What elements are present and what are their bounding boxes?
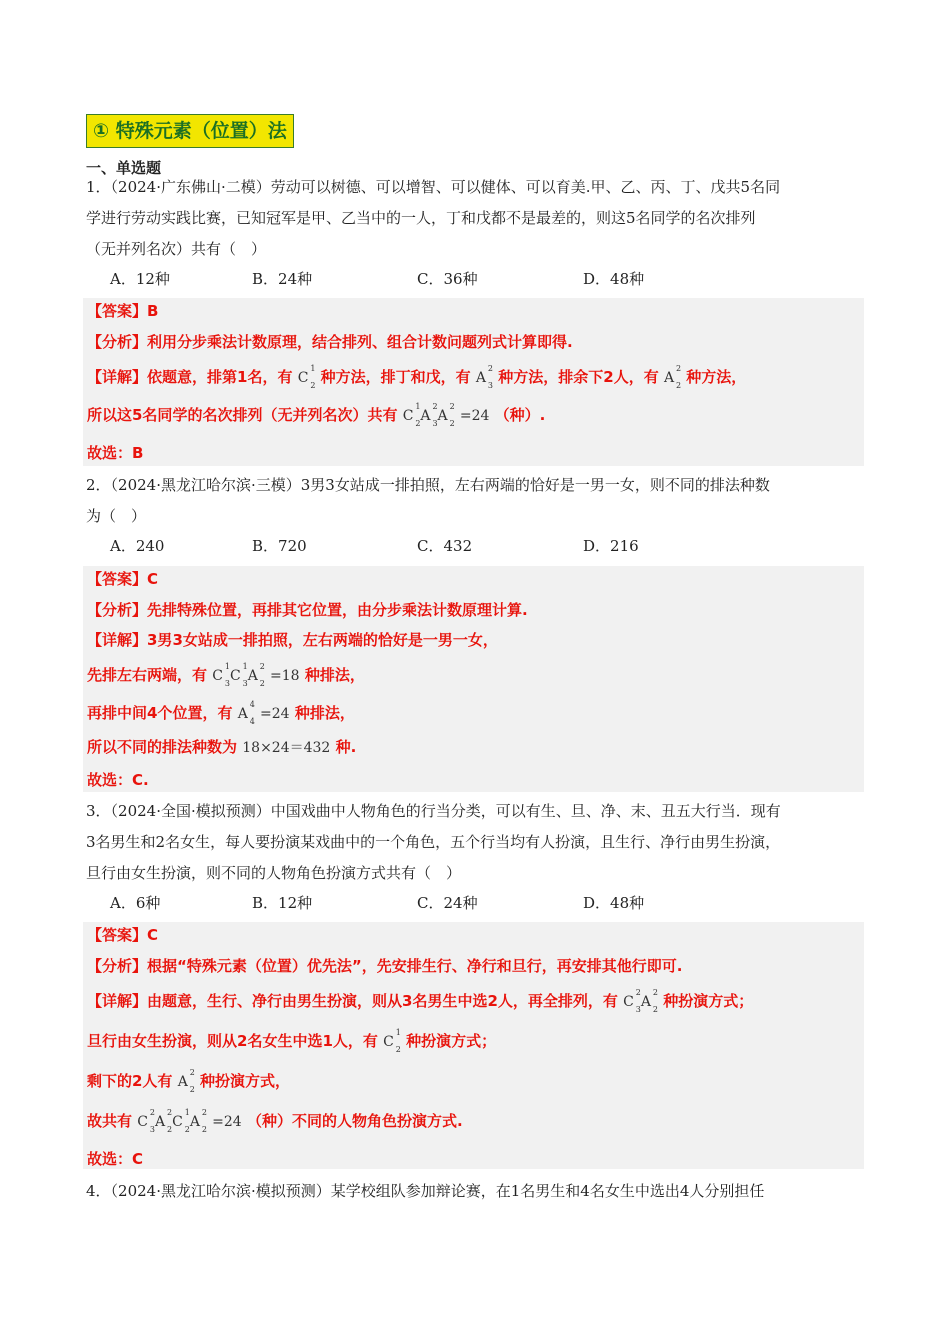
detail-text: 先排左右两端，有	[87, 666, 208, 684]
detail-text: 【详解】由题意，生行、净行由男生扮演，则从3名男生中选2人，再全排列，有	[87, 992, 618, 1010]
answer-line: 【答案】B	[87, 302, 159, 320]
analysis-line: 【分析】利用分步乘法计数原理，结合排列、组合计数问题列式计算即得.	[87, 333, 573, 351]
question-line: 1．（2024·广东佛山·二模）劳动可以树德、可以增智、可以健体、可以育美.甲、乙、丙、丁、戊共5名同	[86, 178, 781, 196]
formula-a22: A 2 2	[177, 1068, 195, 1094]
option-a: A．240	[110, 537, 165, 555]
detail-text: （种）不同的人物角色扮演方式.	[246, 1112, 463, 1130]
detail-text: 种排法，	[294, 704, 355, 722]
detail-text: 剩下的2人有	[87, 1072, 173, 1090]
conclusion-line: 故选：B	[87, 444, 144, 462]
formula-result: =24	[212, 1114, 242, 1130]
question-1-solution	[83, 298, 864, 466]
detail-text: 种.	[335, 738, 357, 756]
question-3-solution	[83, 922, 864, 1169]
formula-product: C 2 3 A 2 2 C 1 2 A 2 2	[137, 1108, 207, 1134]
detail-text: （种）.	[494, 406, 546, 424]
formula-c21: C 1 2	[383, 1028, 401, 1054]
question-line: 2．（2024·黑龙江哈尔滨·三模）3男3女站成一排拍照，左右两端的恰好是一男一女，则不同的排法种数	[86, 476, 770, 494]
detail-line	[87, 364, 747, 390]
option-c: C．24种	[417, 894, 478, 912]
detail-line	[87, 662, 365, 688]
option-c: C．432	[417, 537, 473, 555]
answer-line: 【答案】C	[87, 570, 159, 588]
detail-text: 旦行由女生扮演，则从2名女生中选1人，有	[87, 1032, 378, 1050]
question-line: 3．（2024·全国·模拟预测）中国戏曲中人物角色的行当分类，可以有生、旦、净、末、丑五大行当．现有	[86, 802, 781, 820]
answer-line: 【答案】C	[87, 926, 159, 944]
option-b: B．720	[252, 537, 307, 555]
detail-text: 种排法，	[304, 666, 365, 684]
option-d: D．48种	[583, 894, 645, 912]
conclusion-line: 故选：C	[87, 1150, 144, 1168]
detail-text: 故共有	[87, 1112, 133, 1130]
section-heading: 一、单选题	[86, 159, 162, 177]
detail-text: 【详解】依题意，排第1名，有	[87, 368, 293, 386]
option-a: A．6种	[110, 894, 161, 912]
question-3-stem	[86, 796, 864, 889]
detail-line	[87, 988, 754, 1014]
formula-c31c31a22: C 1 3 C 1 3 A 2 2	[212, 662, 265, 688]
formula-c21: C 1 2	[297, 364, 316, 390]
conclusion-line: 故选：C.	[87, 771, 149, 789]
detail-text: 种扮演方式，	[200, 1072, 291, 1090]
detail-line: 【详解】3男3女站成一排拍照，左右两端的恰好是一男一女，	[87, 631, 498, 649]
detail-line	[87, 1028, 497, 1054]
formula-result: 18×24＝432	[242, 740, 331, 756]
option-c: C．36种	[417, 270, 478, 288]
question-line: 4．（2024·黑龙江哈尔滨·模拟预测）某学校组队参加辩论赛，在1名男生和4名女生中选出4人分别担任	[86, 1182, 765, 1200]
detail-text: 种扮演方式；	[406, 1032, 497, 1050]
question-1-stem	[86, 172, 864, 265]
question-4-stem	[86, 1176, 864, 1207]
detail-text: 种扮演方式；	[663, 992, 754, 1010]
detail-line	[87, 700, 355, 726]
formula-a22: A 2 2	[663, 364, 682, 390]
analysis-line: 【分析】根据“特殊元素（位置）优先法”，先安排生行、净行和旦行，再安排其他行即可.	[87, 957, 683, 975]
question-3-options	[110, 888, 870, 918]
question-2-options	[110, 531, 870, 561]
detail-line	[87, 736, 356, 757]
option-a: A．12种	[110, 270, 170, 288]
question-line: 学进行劳动实践比赛，已知冠军是甲、乙当中的一人，丁和戊都不是最差的，则这5名同学的名次排列	[86, 209, 756, 227]
formula-result: =18	[270, 668, 300, 684]
analysis-line: 【分析】先排特殊位置，再排其它位置，由分步乘法计数原理计算.	[87, 601, 528, 619]
detail-line	[87, 1108, 463, 1134]
detail-text: 所以不同的排法种数为	[87, 738, 238, 756]
option-b: B．12种	[252, 894, 313, 912]
option-d: D．48种	[583, 270, 645, 288]
question-line: 3名男生和2名女生，每人要扮演某戏曲中的一个角色，五个行当均有人扮演，且生行、净行由男生扮演，	[86, 833, 781, 851]
question-1-options	[110, 264, 870, 294]
question-line: （无并列名次）共有（ ）	[86, 240, 267, 258]
detail-line	[87, 402, 546, 428]
question-line: 为（ ）	[86, 507, 147, 525]
detail-text: 所以这5名同学的名次排列（无并列名次）共有	[87, 406, 398, 424]
detail-text: 再排中间4个位置，有	[87, 704, 233, 722]
detail-line	[87, 1068, 291, 1094]
detail-text: 种方法，	[686, 368, 747, 386]
section-title: ① 特殊元素（位置）法	[86, 114, 294, 148]
detail-text: 种方法，排丁和戊，有	[320, 368, 471, 386]
formula-a44: A 4 4	[237, 700, 255, 726]
formula-a32: A 2 3	[475, 364, 494, 390]
formula-product: C 1 2 A 2 3 A 2 2	[402, 402, 455, 428]
question-2-stem	[86, 470, 864, 532]
formula-result: =24	[260, 706, 290, 722]
question-line: 旦行由女生扮演，则不同的人物角色扮演方式共有（ ）	[86, 864, 462, 882]
formula-result: =24	[459, 408, 490, 424]
option-d: D．216	[583, 537, 639, 555]
question-2-solution	[83, 566, 864, 792]
option-b: B．24种	[252, 270, 313, 288]
detail-text: 种方法，排余下2人，有	[498, 368, 659, 386]
formula-c32a22: C 2 3 A 2 2	[623, 988, 658, 1014]
